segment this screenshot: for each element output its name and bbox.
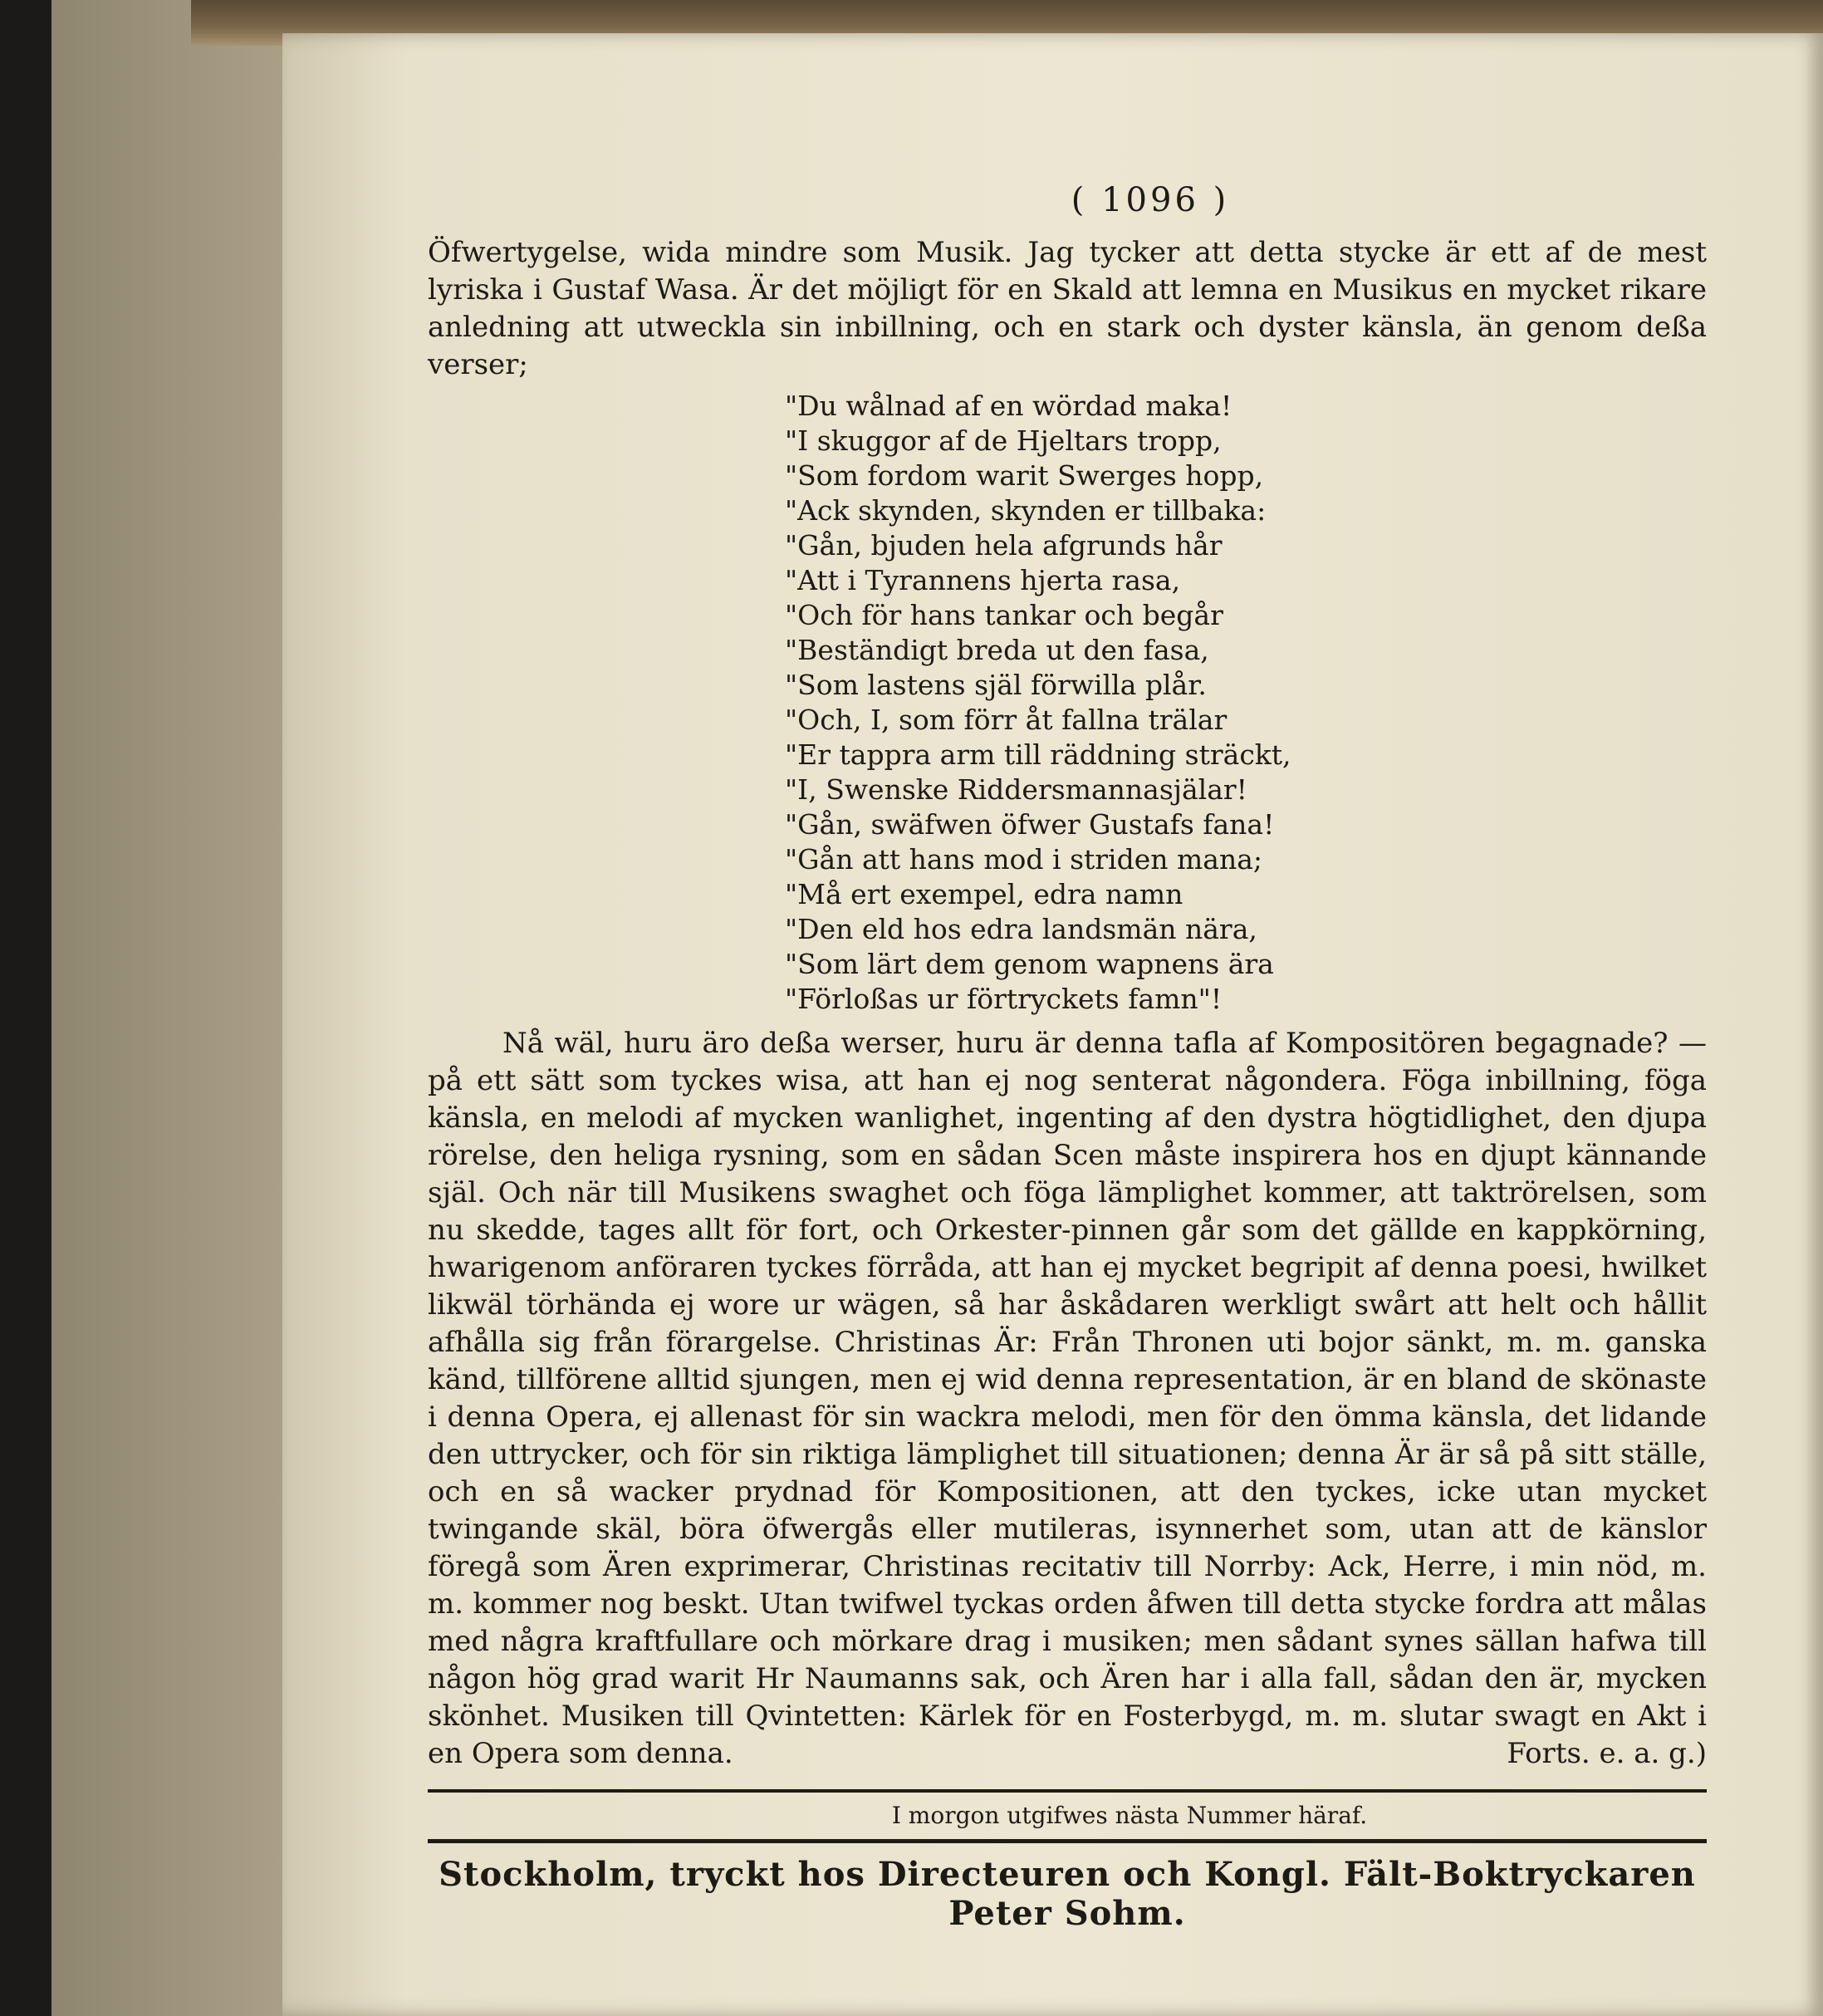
verse-line: "Du wålnad af en wördad maka! <box>785 390 1232 422</box>
verse-line: "Må ert exempel, edra namn <box>785 878 1183 910</box>
separator-rule <box>428 1789 1707 1793</box>
verse-line: "Som fordom warit Swerges hopp, <box>785 459 1264 492</box>
verse-line: "Som lastens själ förwilla plår. <box>785 669 1207 701</box>
verse-line: "Gån, bjuden hela afgrunds hår <box>785 529 1223 562</box>
verse-line: "I, Swenske Riddersmannasjälar! <box>785 773 1247 806</box>
printer-imprint: Stockholm, tryckt hos Directeuren och Kongl. Fält-Boktryckaren Peter Sohm. <box>439 1855 1696 1933</box>
paragraph-critique-text: Nå wäl, huru äro deßa werser, huru är denna tafla af Kompositören begagnade? — på ett sätt som tyckes wisa, att han ej nog senterat någondera. Föga inbillning, föga känsla, en melodi af mycken wanlighet, ingenting af den dystra högtidlighet, den djupa rörelse, den heliga rysning, som en sådan Scen måste inspirera hos en djupt kännande själ. Och när till Musikens swaghet och föga lämplighet kommer, att taktrörelsen, som nu skedde, tages allt för fort, och Orkester-pinnen går som det gällde en kappkörning, hwarigenom anföraren tyckes förråda, att han ej mycket begripit af denna poesi, hwilket likwäl törhända ej wore ur wägen, så har åskådaren werkligt swårt att helt och hållit afhålla sig från förargelse. Christinas Är: Från Thronen uti bojor sänkt, m. m. ganska känd, tillförene alltid sjungen, men ej wid denna representation, är en bland de skönaste i denna Opera, ej allenast för sin wackra melodi, men för den ömma känsla, det lidande den uttrycker, och för sin riktiga lämplighet till situationen; denna Är är så på sitt ställe, och en så wacker prydnad för Kompositionen, att den tyckes, icke utan mycket twingande skäl, böra öfwergås eller mutileras, isynnerhet som, utan att de känslor föregå som Ären exprimerar, Christinas recitativ till Norrby: Ack, Herre, i min nöd, m. m. kommer nog beskt. Utan twifwel tyckas orden åfwen till detta stycke fordra att målas med några kraftfullare och mörkare drag i musiken; men sådant synes sällan hafwa till någon hög grad warit Hr Naumanns sak, och Ären har i alla fall, sådan den är, mycken skönhet. Musiken till Qvintetten: Kärlek för en Fosterbygd, m. m. slutar swagt en Akt i en Opera som denna. <box>428 1027 1707 1770</box>
paragraph-critique <box>428 1025 1707 1773</box>
verse-line: "Förloßas ur förtryckets famn"! <box>785 983 1223 1015</box>
verse-line: "Den eld hos edra landsmän nära, <box>785 913 1257 945</box>
verse-line: "Gån, swäfwen öfwer Gustafs fana! <box>785 808 1275 841</box>
page-number: ( 1096 ) <box>1071 181 1230 219</box>
separator-rule-bottom <box>428 1839 1707 1843</box>
verse-line: "Som lärt dem genom wapnens ära <box>785 948 1274 980</box>
verse-line: "Ack skynden, skynden er tillbaka: <box>785 494 1267 527</box>
next-issue-notice: I morgon utgifwes nästa Nummer häraf. <box>891 1802 1368 1829</box>
verse-line: "Att i Tyrannens hjerta rasa, <box>785 564 1181 596</box>
page-content <box>428 181 1707 1933</box>
verse-line: "I skuggor af de Hjeltars tropp, <box>785 424 1222 457</box>
verse-line: "Och för hans tankar och begår <box>785 599 1223 631</box>
paragraph-intro: Öfwertygelse, wida mindre som Musik. Jag tycker att detta stycke är ett af de mest lyriska i Gustaf Wasa. Är det möjligt för en Skald att lemna en Musikus en mycket rikare anledning att utweckla sin inbillning, och en stark och dyster känsla, än genom deßa verser; <box>428 236 1707 381</box>
verse-line: "Er tappra arm till räddning sträckt, <box>785 738 1291 771</box>
verse-line: "Gån att hans mod i striden mana; <box>785 843 1263 876</box>
verse-line: "Beständigt breda ut den fasa, <box>785 634 1209 666</box>
continuation-note: Forts. e. a. g.) <box>1507 1737 1707 1770</box>
verse-block <box>785 389 1707 1017</box>
verse-line: "Och, I, som förr åt fallna trälar <box>785 704 1228 736</box>
